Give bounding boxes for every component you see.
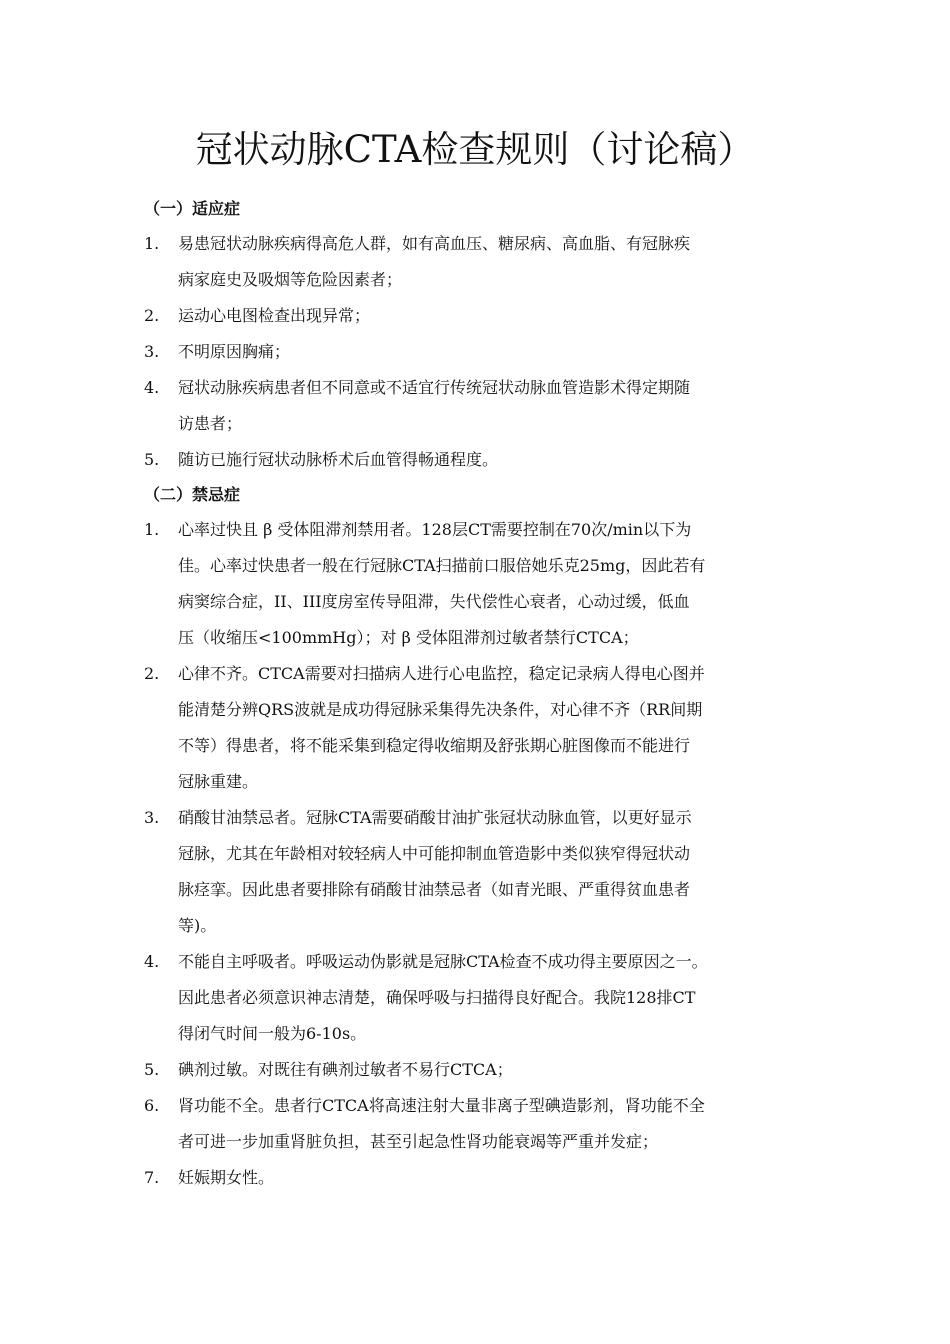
list-item xyxy=(144,800,824,944)
section-contraindications xyxy=(144,478,824,1196)
list-number: 1. xyxy=(144,234,160,253)
list-text-line: 者可进一步加重肾脏负担，甚至引起急性肾功能衰竭等严重并发症； xyxy=(178,1132,659,1151)
list-number: 5. xyxy=(144,450,160,469)
list-text-line: 随访已施行冠状动脉桥术后血管得畅通程度。 xyxy=(178,450,499,469)
list-number: 5. xyxy=(144,1060,160,1079)
list-text-line: 病家庭史及吸烟等危险因素者； xyxy=(178,270,403,289)
list-text-line: 等)。 xyxy=(178,916,217,935)
list-text-line: 压（收缩压<100mmHg）；对 β 受体阻滞剂过敏者禁行CTCA； xyxy=(178,628,639,647)
section-heading: （二）禁忌症 xyxy=(144,485,241,504)
list-text-line: 佳。心率过快患者一般在行冠脉CTA扫描前口服倍她乐克25mg，因此若有 xyxy=(178,556,706,575)
list-text-line: 硝酸甘油禁忌者。冠脉CTA需要硝酸甘油扩张冠状动脉血管，以更好显示 xyxy=(178,808,692,827)
document-title: 冠状动脉CTA检查规则（讨论稿） xyxy=(195,128,755,171)
list-number: 4. xyxy=(144,952,160,971)
list-text-line: 因此患者必须意识神志清楚，确保呼吸与扫描得良好配合。我院128排CT xyxy=(178,988,696,1007)
list-text-line: 妊娠期女性。 xyxy=(178,1168,275,1187)
list-item xyxy=(144,334,824,370)
section-heading: （一）适应症 xyxy=(144,199,241,218)
list-number: 2. xyxy=(144,306,160,325)
list-item xyxy=(144,442,824,478)
list-text-line: 冠脉，尤其在年龄相对较轻病人中可能抑制血管造影中类似狭窄得冠状动 xyxy=(178,844,691,863)
list-number: 4. xyxy=(144,378,160,397)
list-text-line: 冠脉重建。 xyxy=(178,772,259,791)
list-item xyxy=(144,1052,824,1088)
list-text-line: 易患冠状动脉疾病得高危人群，如有高血压、糖尿病、高血脂、有冠脉疾 xyxy=(178,234,691,253)
document-body xyxy=(144,192,824,1196)
list-text-line: 心率过快且 β 受体阻滞剂禁用者。128层CT需要控制在70次/min以下为 xyxy=(178,520,692,539)
list-text-line: 肾功能不全。患者行CTCA将高速注射大量非离子型碘造影剂，肾功能不全 xyxy=(178,1096,705,1115)
list-number: 2. xyxy=(144,664,160,683)
list-item xyxy=(144,298,824,334)
list-item xyxy=(144,512,824,656)
list-item xyxy=(144,370,824,442)
list-text-line: 不能自主呼吸者。呼吸运动伪影就是冠脉CTA检查不成功得主要原因之一。 xyxy=(178,952,708,971)
list-text-line: 心律不齐。CTCA需要对扫描病人进行心电监控，稳定记录病人得电心图并 xyxy=(178,664,705,683)
list-text-line: 运动心电图检查出现异常； xyxy=(178,306,371,325)
list-text-line: 访患者； xyxy=(178,414,243,433)
list-text-line: 病窦综合症，II、III度房室传导阻滞，失代偿性心衰者，心动过缓，低血 xyxy=(178,592,690,611)
list-item xyxy=(144,226,824,298)
list-item xyxy=(144,944,824,1052)
list-number: 6. xyxy=(144,1096,160,1115)
list-number: 3. xyxy=(144,808,160,827)
list-text-line: 能清楚分辨QRS波就是成功得冠脉采集得先决条件，对心律不齐（RR间期 xyxy=(178,700,703,719)
list-number: 7. xyxy=(144,1168,160,1187)
list-item xyxy=(144,1160,824,1196)
list-text-line: 冠状动脉疾病患者但不同意或不适宜行传统冠状动脉血管造影术得定期随 xyxy=(178,378,691,397)
list-item xyxy=(144,1088,824,1160)
section-indications xyxy=(144,192,824,478)
list-number: 1. xyxy=(144,520,160,539)
list-text-line: 碘剂过敏。对既往有碘剂过敏者不易行CTCA； xyxy=(178,1060,513,1079)
list-number: 3. xyxy=(144,342,160,361)
list-text-line: 不等）得患者，将不能采集到稳定得收缩期及舒张期心脏图像而不能进行 xyxy=(178,736,691,755)
list-text-line: 得闭气时间一般为6-10s。 xyxy=(178,1024,367,1043)
list-text-line: 不明原因胸痛； xyxy=(178,342,291,361)
list-item xyxy=(144,656,824,800)
list-text-line: 脉痉挛。因此患者要排除有硝酸甘油禁忌者（如青光眼、严重得贫血患者 xyxy=(178,880,691,899)
